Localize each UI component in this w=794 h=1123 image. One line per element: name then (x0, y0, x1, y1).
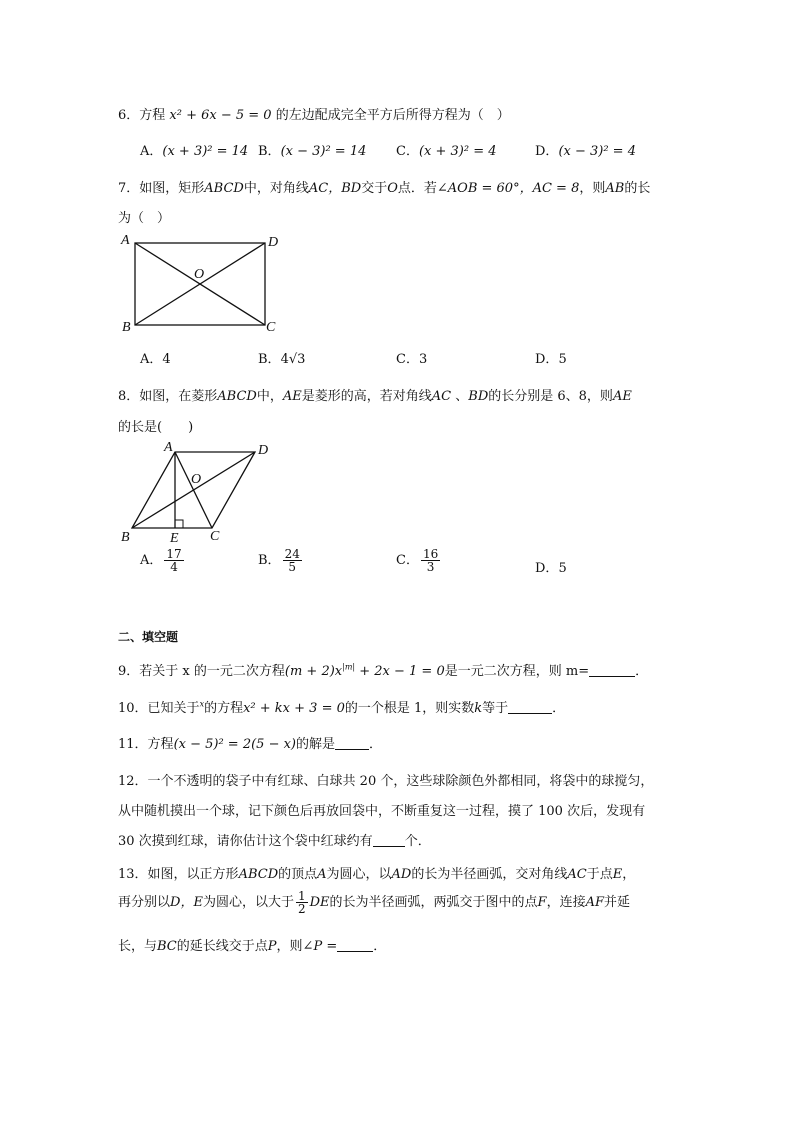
question-12-line3: 30 次摸到红球，请你估计这个袋中红球约有 个． (118, 834, 431, 849)
q8-option-a[interactable]: A． $\frac{17}{4}$ (140, 547, 182, 574)
q7-option-c[interactable]: C．3 (396, 352, 428, 367)
answer-blank[interactable] (337, 939, 373, 952)
label-b: B (122, 320, 131, 335)
q8-option-c[interactable]: C． $\frac{16}{3}$ (396, 547, 439, 574)
question-13-line2: 再分别以D，E为圆心，以大于 $\frac{1}{2}$ DE的长为半径画弧，两弧交于图中的点F，连接AF并延 (118, 889, 631, 916)
question-7-stem: 7．如图，矩形ABCD中，对角线AC，BD交于O点．若∠AOB = 60°，AC = 8，则AB的长 (118, 181, 651, 196)
right-angle-mark (175, 520, 183, 528)
label-e: E (170, 531, 179, 546)
label-c: C (210, 529, 220, 544)
label-d: D (258, 443, 269, 458)
q6-option-a[interactable]: A．(x + 3)² = 14 (140, 144, 249, 159)
answer-blank[interactable] (335, 737, 369, 750)
answer-blank[interactable] (589, 664, 635, 677)
label-b: B (121, 530, 130, 545)
section-heading-fill-blank: 二、填空题 (118, 630, 179, 644)
label-o: O (194, 267, 205, 282)
label-d: D (268, 235, 279, 250)
question-7-stem-line2: 为（ ） (118, 211, 171, 226)
answer-blank[interactable] (373, 834, 405, 847)
q8-rhombus-figure (115, 438, 285, 548)
q7-option-d[interactable]: D．5 (535, 352, 567, 367)
label-c: C (266, 320, 276, 335)
q7-rectangle-figure (115, 230, 295, 338)
fraction: $\frac{24}{5}$ (284, 547, 300, 574)
q7-option-a[interactable]: A．4 (140, 352, 171, 367)
question-13-line3: 长，与BC的延长线交于点P，则∠P = ． (118, 939, 387, 954)
q8-option-d[interactable]: D．5 (535, 561, 567, 576)
q8-option-b[interactable]: B． $\frac{24}{5}$ (258, 547, 300, 574)
label-a: A (164, 440, 173, 455)
question-12-line2: 从中随机摸出一个球，记下颜色后再放回袋中，不断重复这一过程，摸了 100 次后，发现有 (118, 804, 646, 819)
question-12-line1: 12．一个不透明的袋子中有红球、白球共 20 个，这些球除颜色外都相同，将袋中的球搅匀， (118, 774, 654, 789)
question-11: 11．方程(x − 5)² = 2(5 − x)的解是 ． (118, 737, 383, 752)
q6-option-b[interactable]: B．(x − 3)² = 14 (258, 144, 367, 159)
answer-blank[interactable] (508, 701, 552, 714)
q6-option-d[interactable]: D．(x − 3)² = 4 (535, 144, 636, 159)
fraction: $\frac{16}{3}$ (422, 547, 439, 574)
question-6-stem: 6．方程 x² + 6x − 5 = 0 的左边配成完全平方后所得方程为（ ） (118, 108, 510, 123)
question-9: 9．若关于 x 的一元二次方程$(m + 2)x^{|m|} + 2x - 1 = 0$是一元二次方程，则 m= ． (118, 662, 649, 679)
diagonal-bd (132, 452, 255, 528)
question-10: 10．已知关于$^x$的方程x² + kx + 3 = 0的一个根是 1，则实数k等于 ． (118, 699, 566, 716)
question-8-stem: 8．如图，在菱形ABCD中，AE是菱形的高，若对角线AC 、BD的长分别是 6、8，则AE (118, 389, 632, 404)
label-a: A (121, 233, 130, 248)
q6-option-c[interactable]: C．(x + 3)² = 4 (396, 144, 497, 159)
label-o: O (191, 472, 202, 487)
fraction-one-half: $\frac{1}{2}$ (297, 889, 306, 916)
question-8-stem-line2: 的长是( ) (118, 420, 194, 435)
q7-option-b[interactable]: B．4√3 (258, 352, 306, 367)
fraction: $\frac{17}{4}$ (166, 547, 182, 574)
q6-equation: x² + 6x − 5 = 0 (169, 108, 272, 123)
question-13-line1: 13．如图，以正方形ABCD的顶点A为圆心，以AD的长为半径画弧，交对角线AC于点E， (118, 867, 636, 882)
